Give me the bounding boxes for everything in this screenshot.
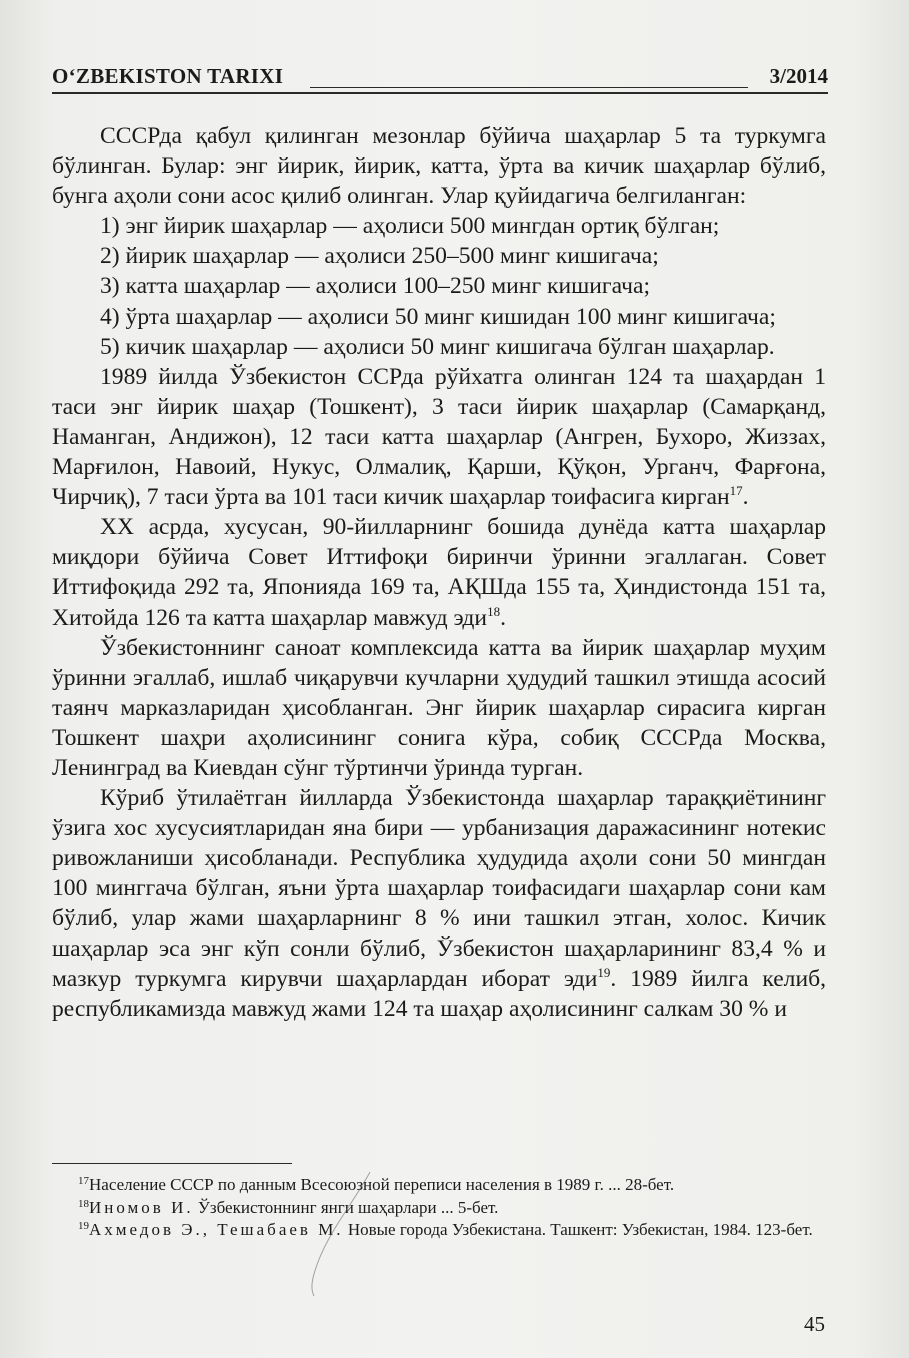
list-item: 1) энг йирик шаҳарлар — аҳолиси 500 мингдан ортиқ бўлган; bbox=[100, 213, 720, 240]
footnote-author: Ахмедов Э., Тешабаев М. bbox=[89, 1220, 344, 1239]
footnote-text: Новые города Узбекистана. Ташкент: Узбекистан, 1984. 123-бет. bbox=[343, 1220, 813, 1239]
article-body bbox=[52, 121, 826, 1024]
footnote-item bbox=[52, 1219, 826, 1242]
list-item: 3) катта шаҳарлар — аҳолиси 100–250 минг кишигача; bbox=[100, 273, 650, 300]
footnote-text: Население СССР по данным Всесоюзной переписи населения в 1989 г. ... 28-бет. bbox=[89, 1175, 675, 1194]
footnote-number: 18 bbox=[78, 1197, 89, 1210]
pen-stroke-mark bbox=[300, 1170, 380, 1300]
paragraph-text: 1989 йилда Ўзбекистон ССРда рўйхатга олинган 124 та шаҳардан 1 таси энг йирик шаҳар (Тошкент), 3 таси йирик шаҳарлар (Самарқанд, Наманган, Андижон), 12 таси катта шаҳарлар (Ангрен, Бухоро, Жиззах, Марғилон, Навоий, Нукус, Олмалиқ, Қарши, Қўқон, Урганч, Фарғона, Чирчиқ), 7 таси ўрта ва 101 таси кичик шаҳарлар тоифасига кирган bbox=[52, 363, 826, 511]
footnote-number: 17 bbox=[78, 1175, 89, 1187]
footnote-author: Иномов И. bbox=[89, 1197, 194, 1217]
paragraph-end: . bbox=[500, 604, 506, 631]
page-number: 45 bbox=[804, 1312, 825, 1336]
footnotes bbox=[52, 1174, 826, 1242]
issue-number: 3/2014 bbox=[769, 64, 828, 88]
paragraph-urbanization bbox=[52, 783, 826, 1024]
journal-title: O‘ZBEKISTON TARIXI bbox=[52, 64, 284, 88]
footnote-text: Ўзбекистоннинг янги шаҳарлари ... 5-бет. bbox=[193, 1197, 499, 1217]
footnote-item bbox=[52, 1197, 826, 1220]
list-item: 2) йирик шаҳарлар — аҳолиси 250–500 минг кишигача; bbox=[100, 243, 659, 270]
list-item: 4) ўрта шаҳарлар — аҳолиси 50 минг кишидан 100 минг кишигача; bbox=[100, 303, 776, 330]
paragraph-text: Кўриб ўтилаётган йилларда Ўзбекистонда шаҳарлар тараққиётининг ўзига хос хусусиятларидан яна бири — урбанизация даражасининг нотекис ривожланиши ҳисобланади. Республика ҳудудида аҳоли сони 50 мингдан 100 минггача бўлган, яъни ўрта шаҳарлар тоифасидаги шаҳарлар сони кам бўлиб, улар жами шаҳарларнинг 8 % ини ташкил этган, холос. Кичик шаҳарлар эса энг кўп сонли бўлиб, Ўзбекистон шаҳарларининг 83,4 % и мазкур туркумга кирувчи шаҳарлардан иборат эди bbox=[52, 785, 826, 992]
running-header bbox=[52, 58, 828, 94]
footnote-ref: 19 bbox=[597, 964, 611, 980]
footnote-ref: 17 bbox=[729, 483, 743, 499]
paragraph-end: . 1989 йилга келиб, республикамизда мавжуд жами 124 та шаҳар аҳолисининг салкам 30 % и bbox=[52, 965, 826, 1022]
list-item: 5) кичик шаҳарлар — аҳолиси 50 минг кишигача бўлган шаҳарлар. bbox=[100, 333, 775, 360]
footnote-ref: 18 bbox=[487, 603, 501, 619]
paragraph-end: . bbox=[742, 484, 749, 511]
paragraph-text: XX асрда, хусусан, 90-йилларнинг бошида дунёда катта шаҳарлар миқдори бўйича Совет Иттифоқи биринчи ўринни эгаллаган. Совет Иттифоқида 292 та, Японияда 169 та, АҚШда 155 та, Ҳиндистонда 151 та, Хитойда 126 та катта шаҳарлар мавжуд эди bbox=[52, 514, 826, 631]
header-rule bbox=[310, 87, 748, 88]
paragraph-cities-1989 bbox=[52, 362, 826, 512]
footnote-item bbox=[52, 1174, 826, 1197]
paragraph-industry: Ўзбекистоннинг саноат комплексида катта ва йирик шаҳарлар муҳим ўринни эгаллаб, ишлаб чиқарувчи кучларни ҳудудий ташкил этишда асосий таянч марказларидан ҳисобланган. Энг йирик шаҳарлар сирасига кирган Тошкент шаҳри аҳолисининг сонига кўра, собиқ СССРда Москва, Ленинград ва Киевдан сўнг тўртинчи ўринда турган. bbox=[52, 634, 826, 781]
footnote-separator bbox=[52, 1163, 292, 1164]
footnote-number: 19 bbox=[78, 1220, 89, 1232]
paragraph-world-comparison bbox=[52, 512, 826, 632]
paragraph-intro: СССРда қабул қилинган мезонлар бўйича шаҳарлар 5 та туркумга бўлинган. Булар: энг йирик, йирик, катта, ўрта ва кичик шаҳарлар бўлиб, бунга аҳоли сони асос қилиб олинган. Улар қуйидагича белгиланган: bbox=[52, 123, 826, 210]
